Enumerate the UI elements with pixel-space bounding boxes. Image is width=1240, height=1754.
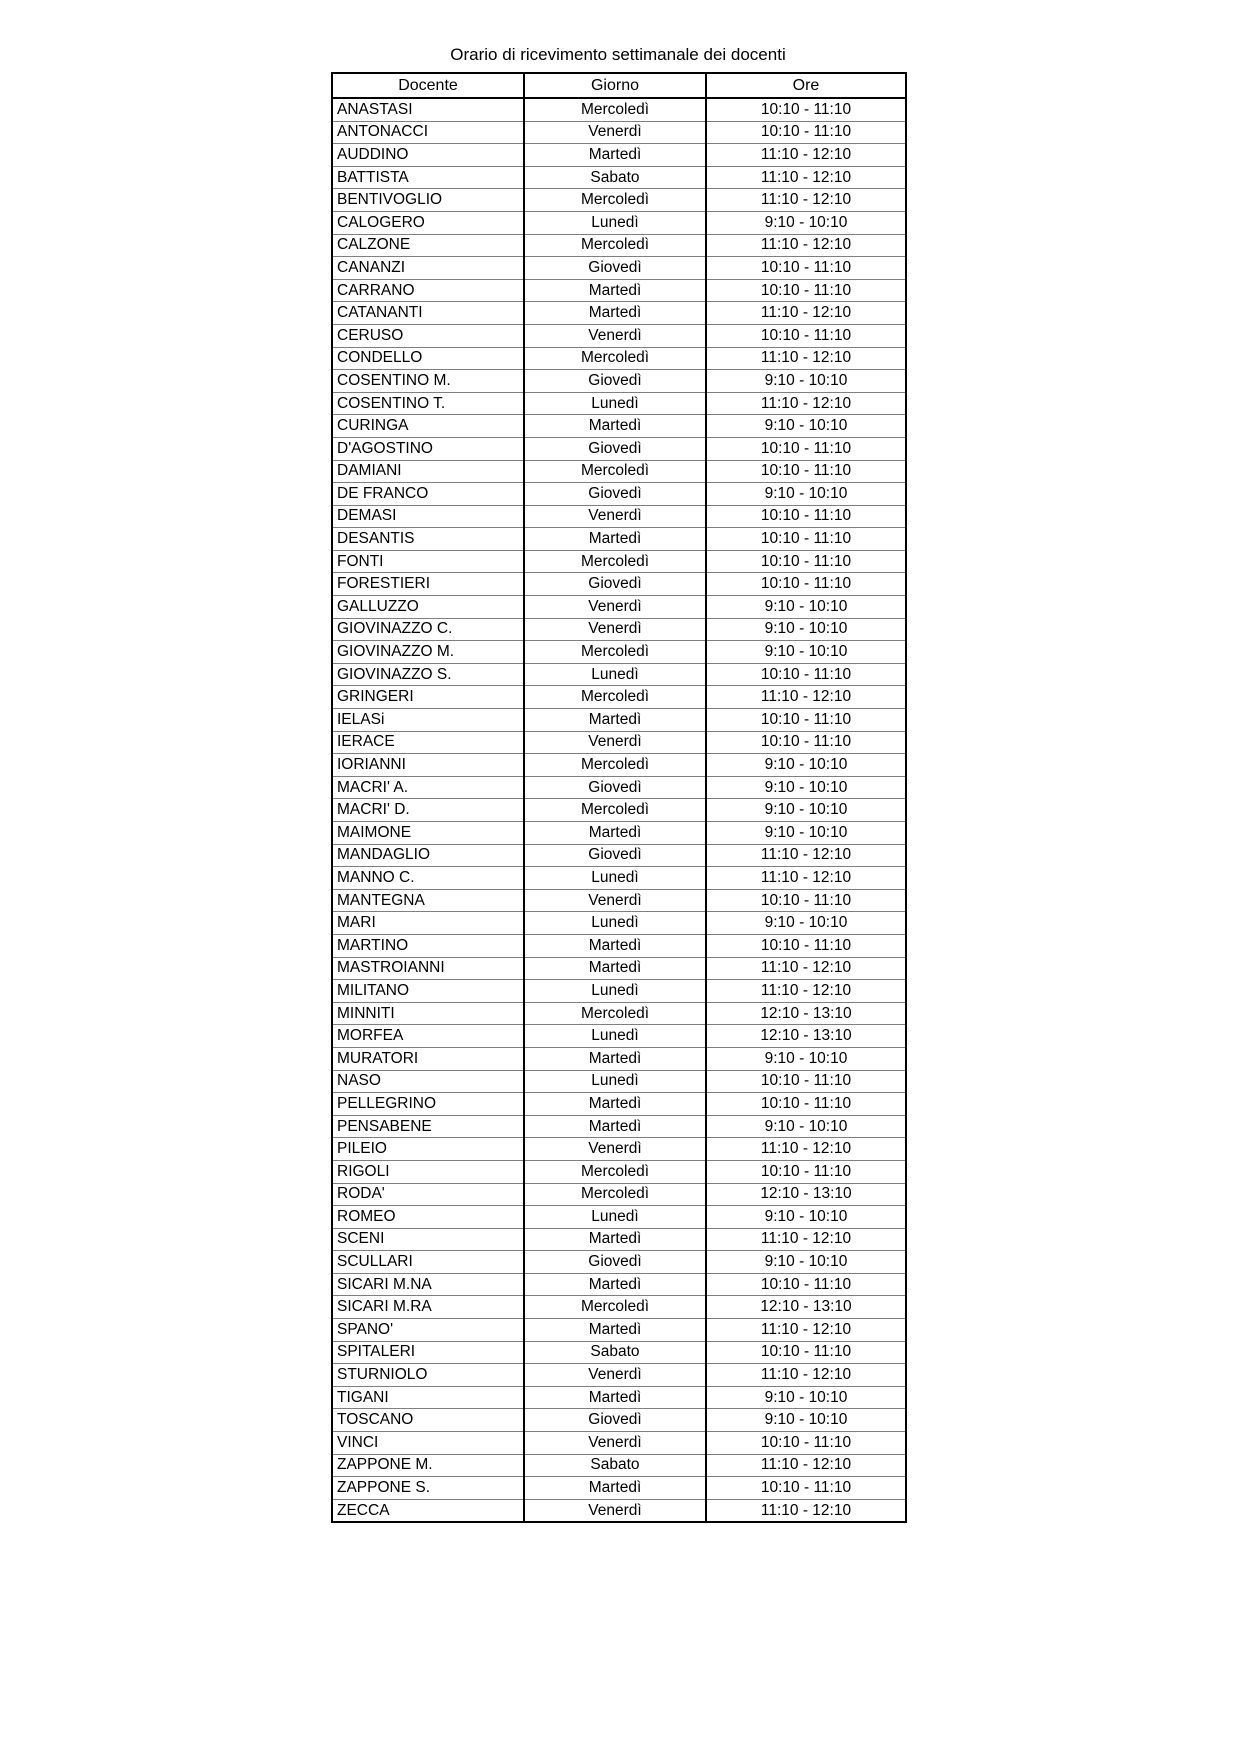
table-row <box>332 618 906 641</box>
cell-giorno: Martedì <box>524 279 706 302</box>
cell-docente: MORFEA <box>332 1025 524 1048</box>
cell-ore: 9:10 - 10:10 <box>706 1047 906 1070</box>
cell-ore: 9:10 - 10:10 <box>706 1115 906 1138</box>
table-row <box>332 1115 906 1138</box>
cell-giorno: Venerdì <box>524 505 706 528</box>
cell-giorno: Martedì <box>524 528 706 551</box>
cell-giorno: Mercoledì <box>524 1296 706 1319</box>
cell-giorno: Mercoledì <box>524 799 706 822</box>
cell-docente: MURATORI <box>332 1047 524 1070</box>
cell-docente: IELASi <box>332 709 524 732</box>
cell-ore: 12:10 - 13:10 <box>706 1296 906 1319</box>
cell-docente: GALLUZZO <box>332 596 524 619</box>
cell-giorno: Venerdì <box>524 1364 706 1387</box>
table-row <box>332 1499 906 1522</box>
cell-ore: 9:10 - 10:10 <box>706 776 906 799</box>
cell-ore: 12:10 - 13:10 <box>706 1002 906 1025</box>
cell-ore: 11:10 - 12:10 <box>706 867 906 890</box>
cell-giorno: Mercoledì <box>524 460 706 483</box>
header-row <box>332 73 906 98</box>
table-row <box>332 370 906 393</box>
cell-ore: 10:10 - 11:10 <box>706 279 906 302</box>
cell-ore: 11:10 - 12:10 <box>706 1499 906 1522</box>
cell-docente: MASTROIANNI <box>332 957 524 980</box>
cell-giorno: Lunedì <box>524 1206 706 1229</box>
table-row <box>332 1477 906 1500</box>
cell-giorno: Giovedì <box>524 776 706 799</box>
column-header-giorno: Giorno <box>524 73 706 98</box>
cell-giorno: Martedì <box>524 1228 706 1251</box>
cell-giorno: Sabato <box>524 166 706 189</box>
cell-giorno: Giovedì <box>524 1251 706 1274</box>
cell-giorno: Mercoledì <box>524 347 706 370</box>
cell-ore: 11:10 - 12:10 <box>706 1138 906 1161</box>
cell-docente: TOSCANO <box>332 1409 524 1432</box>
cell-giorno: Venerdì <box>524 596 706 619</box>
cell-ore: 10:10 - 11:10 <box>706 257 906 280</box>
cell-giorno: Mercoledì <box>524 1183 706 1206</box>
table-row <box>332 302 906 325</box>
cell-ore: 9:10 - 10:10 <box>706 822 906 845</box>
cell-giorno: Martedì <box>524 709 706 732</box>
cell-giorno: Martedì <box>524 302 706 325</box>
cell-giorno: Sabato <box>524 1454 706 1477</box>
cell-docente: PENSABENE <box>332 1115 524 1138</box>
cell-ore: 10:10 - 11:10 <box>706 731 906 754</box>
table-row <box>332 912 906 935</box>
cell-ore: 9:10 - 10:10 <box>706 754 906 777</box>
cell-giorno: Martedì <box>524 415 706 438</box>
table-row <box>332 1251 906 1274</box>
table-row <box>332 686 906 709</box>
table-row <box>332 844 906 867</box>
cell-docente: ROMEO <box>332 1206 524 1229</box>
table-row <box>332 166 906 189</box>
cell-docente: ZECCA <box>332 1499 524 1522</box>
cell-giorno: Mercoledì <box>524 641 706 664</box>
table-row <box>332 528 906 551</box>
cell-ore: 10:10 - 11:10 <box>706 934 906 957</box>
cell-docente: SPANO' <box>332 1319 524 1342</box>
table-row <box>332 144 906 167</box>
cell-giorno: Giovedì <box>524 573 706 596</box>
cell-ore: 9:10 - 10:10 <box>706 596 906 619</box>
cell-ore: 10:10 - 11:10 <box>706 889 906 912</box>
cell-giorno: Mercoledì <box>524 754 706 777</box>
cell-giorno: Mercoledì <box>524 1002 706 1025</box>
cell-ore: 11:10 - 12:10 <box>706 844 906 867</box>
cell-ore: 11:10 - 12:10 <box>706 1228 906 1251</box>
table-row <box>332 934 906 957</box>
cell-ore: 10:10 - 11:10 <box>706 505 906 528</box>
table-row <box>332 1093 906 1116</box>
table-row <box>332 1454 906 1477</box>
cell-ore: 11:10 - 12:10 <box>706 302 906 325</box>
table-row <box>332 1228 906 1251</box>
cell-docente: ZAPPONE S. <box>332 1477 524 1500</box>
cell-docente: CERUSO <box>332 324 524 347</box>
table-row <box>332 1070 906 1093</box>
table-row <box>332 663 906 686</box>
table-row <box>332 1025 906 1048</box>
cell-docente: GIOVINAZZO M. <box>332 641 524 664</box>
cell-giorno: Lunedì <box>524 1070 706 1093</box>
cell-docente: SICARI M.NA <box>332 1273 524 1296</box>
cell-docente: DAMIANI <box>332 460 524 483</box>
cell-ore: 10:10 - 11:10 <box>706 437 906 460</box>
table-row <box>332 460 906 483</box>
cell-ore: 9:10 - 10:10 <box>706 370 906 393</box>
table-row <box>332 189 906 212</box>
cell-giorno: Martedì <box>524 1273 706 1296</box>
table-row <box>332 754 906 777</box>
cell-docente: MANNO C. <box>332 867 524 890</box>
table-header <box>332 73 906 98</box>
cell-ore: 11:10 - 12:10 <box>706 1454 906 1477</box>
table-row <box>332 1183 906 1206</box>
cell-docente: GIOVINAZZO C. <box>332 618 524 641</box>
cell-docente: MACRI' D. <box>332 799 524 822</box>
cell-ore: 10:10 - 11:10 <box>706 663 906 686</box>
cell-ore: 9:10 - 10:10 <box>706 912 906 935</box>
cell-docente: TIGANI <box>332 1386 524 1409</box>
cell-ore: 11:10 - 12:10 <box>706 234 906 257</box>
cell-giorno: Lunedì <box>524 867 706 890</box>
cell-giorno: Lunedì <box>524 912 706 935</box>
cell-docente: MANTEGNA <box>332 889 524 912</box>
cell-docente: MANDAGLIO <box>332 844 524 867</box>
cell-giorno: Sabato <box>524 1341 706 1364</box>
cell-docente: RIGOLI <box>332 1160 524 1183</box>
cell-docente: COSENTINO T. <box>332 392 524 415</box>
cell-ore: 9:10 - 10:10 <box>706 1409 906 1432</box>
cell-ore: 10:10 - 11:10 <box>706 324 906 347</box>
table-row <box>332 550 906 573</box>
cell-ore: 12:10 - 13:10 <box>706 1025 906 1048</box>
table-row <box>332 347 906 370</box>
cell-docente: FONTI <box>332 550 524 573</box>
cell-giorno: Martedì <box>524 1093 706 1116</box>
cell-giorno: Giovedì <box>524 257 706 280</box>
table-row <box>332 1409 906 1432</box>
cell-ore: 10:10 - 11:10 <box>706 1273 906 1296</box>
cell-docente: RODA' <box>332 1183 524 1206</box>
table-row <box>332 415 906 438</box>
table-row <box>332 980 906 1003</box>
cell-ore: 10:10 - 11:10 <box>706 460 906 483</box>
cell-ore: 10:10 - 11:10 <box>706 1432 906 1455</box>
cell-giorno: Giovedì <box>524 370 706 393</box>
page-title: Orario di ricevimento settimanale dei docenti <box>450 45 786 64</box>
table-row <box>332 641 906 664</box>
cell-ore: 12:10 - 13:10 <box>706 1183 906 1206</box>
cell-ore: 10:10 - 11:10 <box>706 1093 906 1116</box>
table-row <box>332 709 906 732</box>
cell-ore: 10:10 - 11:10 <box>706 121 906 144</box>
cell-docente: DE FRANCO <box>332 483 524 506</box>
cell-giorno: Mercoledì <box>524 1160 706 1183</box>
cell-giorno: Mercoledì <box>524 189 706 212</box>
column-header-docente: Docente <box>332 73 524 98</box>
table-row <box>332 1160 906 1183</box>
cell-docente: GRINGERI <box>332 686 524 709</box>
table-body <box>332 98 906 1522</box>
cell-ore: 11:10 - 12:10 <box>706 392 906 415</box>
cell-ore: 11:10 - 12:10 <box>706 347 906 370</box>
cell-docente: IERACE <box>332 731 524 754</box>
cell-docente: BENTIVOGLIO <box>332 189 524 212</box>
table-row <box>332 1341 906 1364</box>
table-row <box>332 1002 906 1025</box>
table-row <box>332 1364 906 1387</box>
table-row <box>332 1386 906 1409</box>
cell-ore: 9:10 - 10:10 <box>706 483 906 506</box>
cell-docente: ANTONACCI <box>332 121 524 144</box>
cell-giorno: Martedì <box>524 1319 706 1342</box>
cell-giorno: Martedì <box>524 1477 706 1500</box>
table-row <box>332 121 906 144</box>
cell-docente: COSENTINO M. <box>332 370 524 393</box>
table-row <box>332 437 906 460</box>
table-row <box>332 596 906 619</box>
cell-giorno: Venerdì <box>524 324 706 347</box>
cell-ore: 11:10 - 12:10 <box>706 686 906 709</box>
cell-giorno: Giovedì <box>524 437 706 460</box>
cell-docente: MARI <box>332 912 524 935</box>
cell-giorno: Giovedì <box>524 483 706 506</box>
cell-docente: PILEIO <box>332 1138 524 1161</box>
cell-docente: AUDDINO <box>332 144 524 167</box>
cell-giorno: Venerdì <box>524 1499 706 1522</box>
cell-docente: CONDELLO <box>332 347 524 370</box>
cell-giorno: Venerdì <box>524 618 706 641</box>
cell-ore: 10:10 - 11:10 <box>706 573 906 596</box>
cell-ore: 10:10 - 11:10 <box>706 1341 906 1364</box>
cell-giorno: Lunedì <box>524 392 706 415</box>
cell-ore: 11:10 - 12:10 <box>706 1319 906 1342</box>
cell-docente: CATANANTI <box>332 302 524 325</box>
table-row <box>332 257 906 280</box>
table-row <box>332 234 906 257</box>
cell-docente: ANASTASI <box>332 98 524 121</box>
cell-giorno: Mercoledì <box>524 98 706 121</box>
cell-docente: MINNITI <box>332 1002 524 1025</box>
cell-docente: MAIMONE <box>332 822 524 845</box>
cell-ore: 11:10 - 12:10 <box>706 144 906 167</box>
cell-giorno: Lunedì <box>524 663 706 686</box>
table-row <box>332 889 906 912</box>
cell-giorno: Martedì <box>524 822 706 845</box>
table-row <box>332 1319 906 1342</box>
cell-ore: 11:10 - 12:10 <box>706 166 906 189</box>
table-row <box>332 1206 906 1229</box>
table-row <box>332 1432 906 1455</box>
cell-giorno: Venerdì <box>524 889 706 912</box>
table-row <box>332 211 906 234</box>
cell-ore: 9:10 - 10:10 <box>706 415 906 438</box>
cell-giorno: Martedì <box>524 1386 706 1409</box>
cell-giorno: Venerdì <box>524 731 706 754</box>
cell-ore: 10:10 - 11:10 <box>706 1160 906 1183</box>
schedule-table <box>331 72 907 1523</box>
cell-docente: FORESTIERI <box>332 573 524 596</box>
cell-ore: 11:10 - 12:10 <box>706 980 906 1003</box>
table-row <box>332 483 906 506</box>
table-row <box>332 776 906 799</box>
cell-docente: VINCI <box>332 1432 524 1455</box>
cell-ore: 9:10 - 10:10 <box>706 1251 906 1274</box>
cell-ore: 10:10 - 11:10 <box>706 98 906 121</box>
cell-docente: MARTINO <box>332 934 524 957</box>
cell-docente: IORIANNI <box>332 754 524 777</box>
cell-ore: 9:10 - 10:10 <box>706 1206 906 1229</box>
cell-docente: MACRI' A. <box>332 776 524 799</box>
cell-giorno: Mercoledì <box>524 234 706 257</box>
cell-giorno: Venerdì <box>524 1432 706 1455</box>
table-row <box>332 867 906 890</box>
cell-docente: ZAPPONE M. <box>332 1454 524 1477</box>
cell-giorno: Martedì <box>524 957 706 980</box>
cell-ore: 10:10 - 11:10 <box>706 550 906 573</box>
cell-giorno: Giovedì <box>524 1409 706 1432</box>
cell-docente: BATTISTA <box>332 166 524 189</box>
cell-docente: SCENI <box>332 1228 524 1251</box>
table-row <box>332 1273 906 1296</box>
cell-ore: 9:10 - 10:10 <box>706 618 906 641</box>
cell-docente: DESANTIS <box>332 528 524 551</box>
cell-docente: MILITANO <box>332 980 524 1003</box>
cell-ore: 11:10 - 12:10 <box>706 189 906 212</box>
cell-ore: 11:10 - 12:10 <box>706 957 906 980</box>
cell-ore: 11:10 - 12:10 <box>706 1364 906 1387</box>
cell-giorno: Mercoledì <box>524 550 706 573</box>
table-row <box>332 392 906 415</box>
cell-docente: PELLEGRINO <box>332 1093 524 1116</box>
cell-giorno: Martedì <box>524 1047 706 1070</box>
cell-docente: CURINGA <box>332 415 524 438</box>
cell-ore: 9:10 - 10:10 <box>706 641 906 664</box>
cell-docente: SICARI M.RA <box>332 1296 524 1319</box>
table-row <box>332 731 906 754</box>
cell-docente: NASO <box>332 1070 524 1093</box>
table-row <box>332 279 906 302</box>
cell-ore: 9:10 - 10:10 <box>706 799 906 822</box>
cell-giorno: Lunedì <box>524 980 706 1003</box>
cell-docente: CALZONE <box>332 234 524 257</box>
cell-ore: 10:10 - 11:10 <box>706 1070 906 1093</box>
cell-docente: SPITALERI <box>332 1341 524 1364</box>
cell-giorno: Venerdì <box>524 1138 706 1161</box>
cell-giorno: Mercoledì <box>524 686 706 709</box>
cell-ore: 9:10 - 10:10 <box>706 211 906 234</box>
cell-giorno: Martedì <box>524 1115 706 1138</box>
cell-docente: SCULLARI <box>332 1251 524 1274</box>
table-row <box>332 957 906 980</box>
cell-giorno: Lunedì <box>524 1025 706 1048</box>
table-row <box>332 799 906 822</box>
table-row <box>332 573 906 596</box>
cell-docente: D'AGOSTINO <box>332 437 524 460</box>
cell-ore: 9:10 - 10:10 <box>706 1386 906 1409</box>
cell-giorno: Martedì <box>524 934 706 957</box>
cell-docente: DEMASI <box>332 505 524 528</box>
cell-ore: 10:10 - 11:10 <box>706 528 906 551</box>
cell-docente: GIOVINAZZO S. <box>332 663 524 686</box>
table-row <box>332 324 906 347</box>
cell-giorno: Giovedì <box>524 844 706 867</box>
column-header-ore: Ore <box>706 73 906 98</box>
table-row <box>332 98 906 121</box>
cell-docente: CANANZI <box>332 257 524 280</box>
cell-docente: STURNIOLO <box>332 1364 524 1387</box>
cell-giorno: Lunedì <box>524 211 706 234</box>
cell-docente: CARRANO <box>332 279 524 302</box>
cell-ore: 10:10 - 11:10 <box>706 709 906 732</box>
cell-docente: CALOGERO <box>332 211 524 234</box>
table-row <box>332 1047 906 1070</box>
table-row <box>332 1138 906 1161</box>
table-row <box>332 1296 906 1319</box>
table-row <box>332 505 906 528</box>
table-row <box>332 822 906 845</box>
cell-ore: 10:10 - 11:10 <box>706 1477 906 1500</box>
cell-giorno: Martedì <box>524 144 706 167</box>
cell-giorno: Venerdì <box>524 121 706 144</box>
